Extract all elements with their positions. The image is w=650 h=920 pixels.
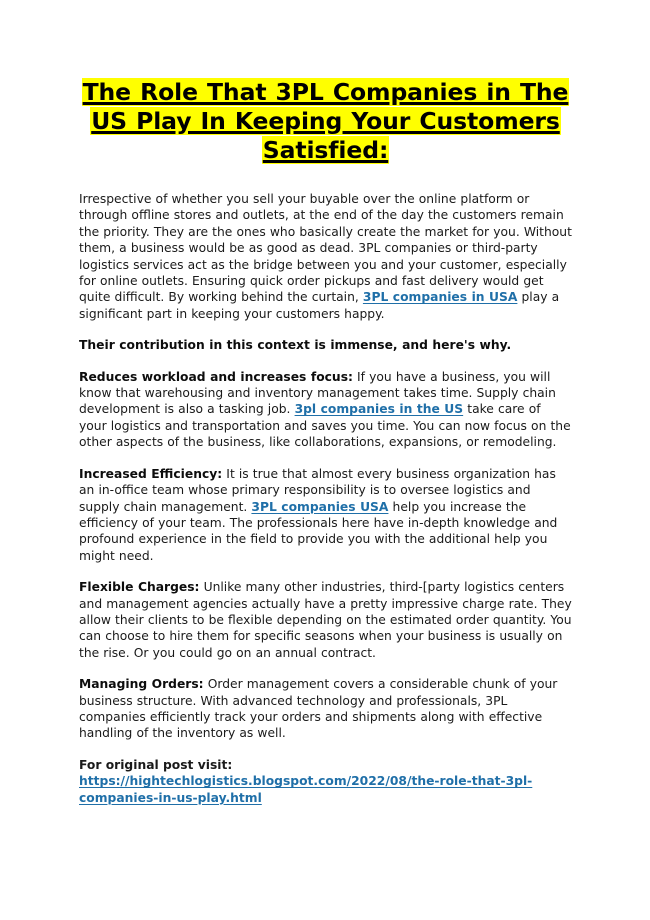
transition-text: Their contribution in this context is immense, and here's why. (79, 338, 512, 353)
section-body-after-link-1: help you increase the efficiency of your team. The professionals here have in-depth knowledge and profound experience in the field to provide you with the additional help you might need. (79, 499, 558, 563)
section-heading-reduces-workload: Reduces workload and increases focus: (79, 369, 353, 384)
link-3pl-companies-in-the-us[interactable]: 3pl companies in the US (294, 402, 464, 417)
section-body-managing-orders: Order management covers a considerable chunk of your business structure. With advanced technology and professionals, 3PL companies efficiently track your orders and shipments along with effective handling of the inventory as well. (79, 677, 558, 741)
section-body-after-link-0: take care of your logistics and transportation and saves you time. You can now focus on the other aspects of the business, like collaborations, expansions, or remodeling. (79, 402, 571, 450)
section-heading-flexible-charges: Flexible Charges: (79, 580, 200, 595)
section-heading-increased-efficiency: Increased Efficiency: (79, 466, 223, 481)
page-title (79, 78, 572, 165)
section-flexible-charges (79, 579, 572, 661)
intro-text-after-link: play a significant part in keeping your customers happy. (79, 290, 560, 321)
section-body-before-link-1: It is true that almost every business organization has an in-office team whose primary responsibility is to oversee logistics and supply chain management. (79, 466, 556, 514)
original-post-block (79, 757, 572, 806)
original-post-url-link[interactable]: https://hightechlogistics.blogspot.com/2022/08/the-role-that-3pl-companies-in-us-play.html (79, 774, 533, 805)
intro-paragraph (79, 191, 572, 322)
link-3pl-companies-in-usa[interactable]: 3PL companies in USA (362, 290, 518, 305)
transition-line (79, 337, 572, 353)
page-title-line-1: The Role That 3PL Companies in The (82, 78, 569, 106)
original-post-label: For original post visit: (79, 757, 233, 772)
section-body-before-link-0: If you have a business, you will know that warehousing and inventory management takes time. Supply chain development is also a tasking job. (79, 369, 556, 417)
section-increased-efficiency (79, 466, 572, 564)
section-heading-managing-orders: Managing Orders: (79, 677, 204, 692)
page-title-line-3: Satisfied: (262, 136, 389, 164)
section-body-flexible-charges: Unlike many other industries, third-[party logistics centers and management agencies actually have a pretty impressive charge rate. They allow their clients to be flexible depending on the estimated order quantity. You can choose to hire them for specific seasons when your business is usually on the rise. Or you could go on an annual contract. (79, 580, 572, 660)
intro-text-before-link: Irrespective of whether you sell your buyable over the online platform or through offline stores and outlets, at the end of the day the customers remain the priority. They are the ones who basically create the market for you. Without them, a business would be as good as dead. 3PL companies or third-party logistics services act as the bridge between you and your customer, especially for online outlets. Ensuring quick order pickups and fast delivery would get quite difficult. By working behind the curtain, (79, 192, 572, 305)
link-3pl-companies-usa[interactable]: 3PL companies USA (251, 499, 389, 514)
page-title-line-2: US Play In Keeping Your Customers (91, 107, 560, 135)
section-managing-orders (79, 676, 572, 742)
section-reduces-workload (79, 369, 572, 451)
